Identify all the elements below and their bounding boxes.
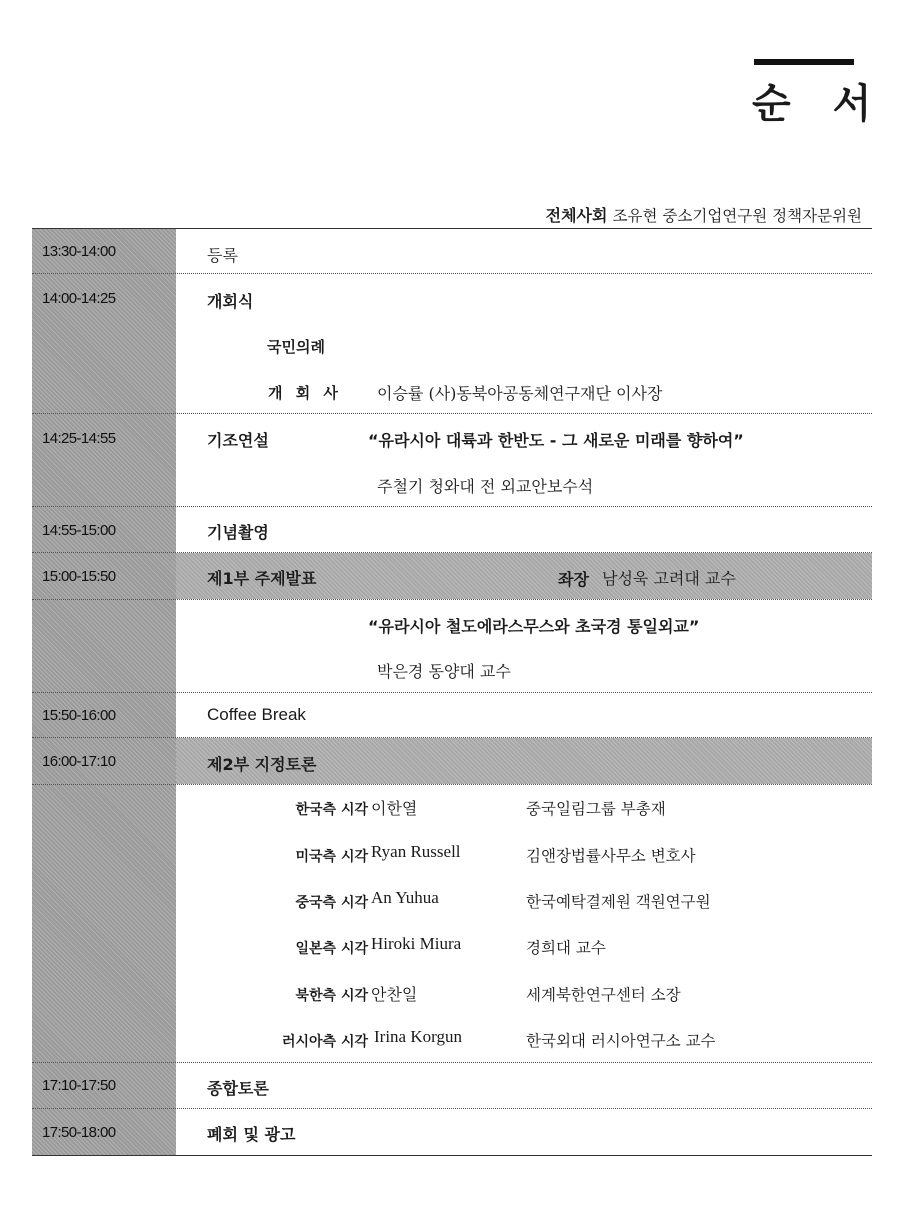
closing-title: 폐회 및 광고 <box>207 1125 296 1144</box>
session1-topic: “유라시아 철도에라스무스와 초국경 통일외교” <box>368 617 700 636</box>
panelist-name: Irina Korgun <box>374 1027 462 1046</box>
coffee-title: Coffee Break <box>207 705 306 724</box>
session1-chair-label: 좌장 <box>558 570 589 589</box>
time-session2: 16:00-17:10 <box>42 753 116 770</box>
row-divider <box>32 737 872 738</box>
row-divider <box>32 273 872 274</box>
table-top-rule <box>32 228 872 229</box>
panelist-role: 러시아측 시각 <box>281 1034 368 1050</box>
time-closing: 17:50-18:00 <box>42 1124 116 1141</box>
time-coffee: 15:50-16:00 <box>42 707 116 724</box>
registration-title: 등록 <box>207 246 238 265</box>
table-bottom-rule <box>32 1155 872 1156</box>
panelist-name: Ryan Russell <box>371 842 461 861</box>
panelist-name: 안찬일 <box>371 985 418 1004</box>
time-photo: 14:55-15:00 <box>42 522 116 539</box>
keynote-title: 기조연설 <box>207 431 269 450</box>
host-name: 조유현 중소기업연구원 정책자문위원 <box>612 207 862 225</box>
host-label: 전체사회 <box>545 206 608 225</box>
time-opening: 14:00-14:25 <box>42 290 116 307</box>
keynote-speaker: 주철기 청와대 전 외교안보수석 <box>377 477 594 496</box>
session1-chair: 남성욱 고려대 교수 <box>602 569 736 588</box>
discussion-title: 종합토론 <box>207 1079 269 1098</box>
panelist-org: 중국일림그룹 부총재 <box>526 800 666 818</box>
panelist-org: 김앤장법률사무소 변호사 <box>526 847 696 865</box>
row-divider <box>32 413 872 414</box>
row-divider <box>32 506 872 507</box>
panelist-org: 경희대 교수 <box>526 939 606 957</box>
opening-ceremony: 국민의례 <box>267 338 325 356</box>
row-divider <box>32 1062 872 1063</box>
panelist-name: Hiroki Miura <box>371 934 462 953</box>
panelist-role: 미국측 시각 <box>295 849 368 865</box>
photo-title: 기념촬영 <box>207 523 269 542</box>
opening-title: 개회식 <box>207 292 254 311</box>
panelist-name: An Yuhua <box>371 888 439 907</box>
row-divider <box>32 552 872 553</box>
time-session1: 15:00-15:50 <box>42 568 116 585</box>
panelist-role: 북한측 시각 <box>295 988 368 1004</box>
panelist-role: 한국측 시각 <box>295 802 368 818</box>
panelist-org: 한국예탁결제원 객원연구원 <box>526 893 711 911</box>
session1-title: 제1부 주제발표 <box>207 569 317 588</box>
opening-speech-by: 이승률 (사)동북아공동체연구재단 이사장 <box>377 384 663 403</box>
time-registration: 13:30-14:00 <box>42 243 116 260</box>
session2-title: 제2부 지정토론 <box>207 755 317 774</box>
panelist-org: 한국외대 러시아연구소 교수 <box>526 1032 716 1050</box>
time-keynote: 14:25-14:55 <box>42 430 116 447</box>
row-divider <box>32 599 872 600</box>
opening-speech-label: 개 회 사 <box>268 384 342 402</box>
session1-speaker: 박은경 동양대 교수 <box>377 662 511 681</box>
panelist-name: 이한열 <box>371 799 418 818</box>
page-title: 순 서 <box>752 80 886 127</box>
panelist-role: 일본측 시각 <box>295 941 368 957</box>
title-rule <box>754 59 854 65</box>
row-divider <box>32 692 872 693</box>
panelist-org: 세계북한연구센터 소장 <box>526 986 681 1004</box>
panelist-role: 중국측 시각 <box>295 895 368 911</box>
row-divider <box>32 784 872 785</box>
row-divider <box>32 1108 872 1109</box>
host-line <box>546 203 862 226</box>
keynote-topic: “유라시아 대륙과 한반도 - 그 새로운 미래를 향하여” <box>368 431 744 450</box>
time-discussion: 17:10-17:50 <box>42 1077 116 1094</box>
